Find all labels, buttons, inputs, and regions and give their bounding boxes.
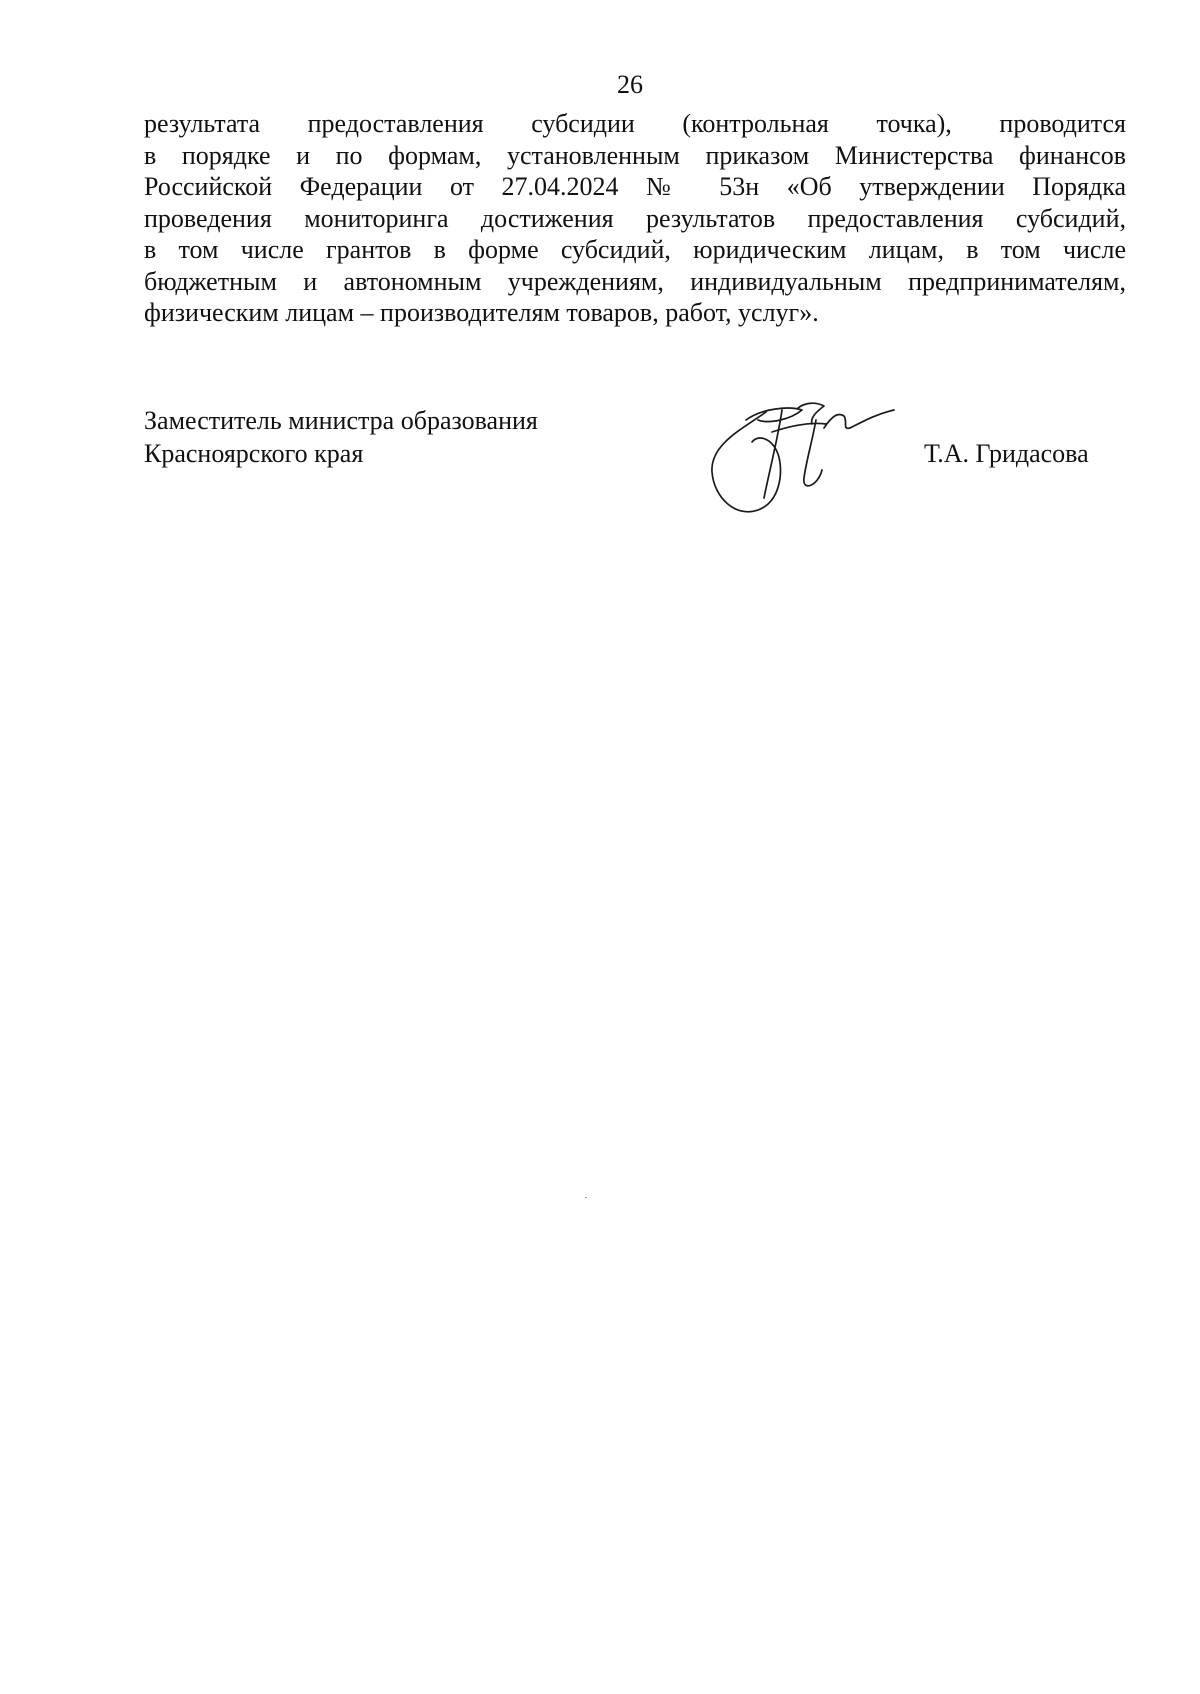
scan-speck — [585, 1197, 587, 1198]
paragraph-line: в порядке и по формам, установленным приказом Министерства финансов — [144, 140, 1126, 170]
handwritten-signature — [706, 398, 926, 520]
paragraph-line: физическим лицам – производителям товаров, работ, услуг». — [144, 298, 819, 327]
body-paragraph — [144, 108, 1126, 329]
signatory-name: Т.А. Гридасова — [924, 439, 1089, 468]
paragraph-line: бюджетным и автономным учреждениям, индивидуальным предпринимателям, — [144, 266, 1126, 296]
signatory-position-line-2: Красноярского края — [144, 439, 364, 468]
paragraph-line: результата предоставления субсидии (контрольная точка), проводится — [144, 109, 1126, 138]
signatory-position-line-1: Заместитель министра образования — [144, 406, 538, 435]
signatory-position — [144, 404, 538, 470]
page-number: 26 — [617, 70, 643, 99]
paragraph-line: Российской Федерации от 27.04.2024 № 53н «Об утверждении Порядка — [144, 172, 1126, 201]
paragraph-line: в том числе грантов в форме субсидий, юридическим лицам, в том числе — [144, 235, 1126, 264]
paragraph-line: проведения мониторинга достижения результатов предоставления субсидий, — [144, 203, 1126, 233]
